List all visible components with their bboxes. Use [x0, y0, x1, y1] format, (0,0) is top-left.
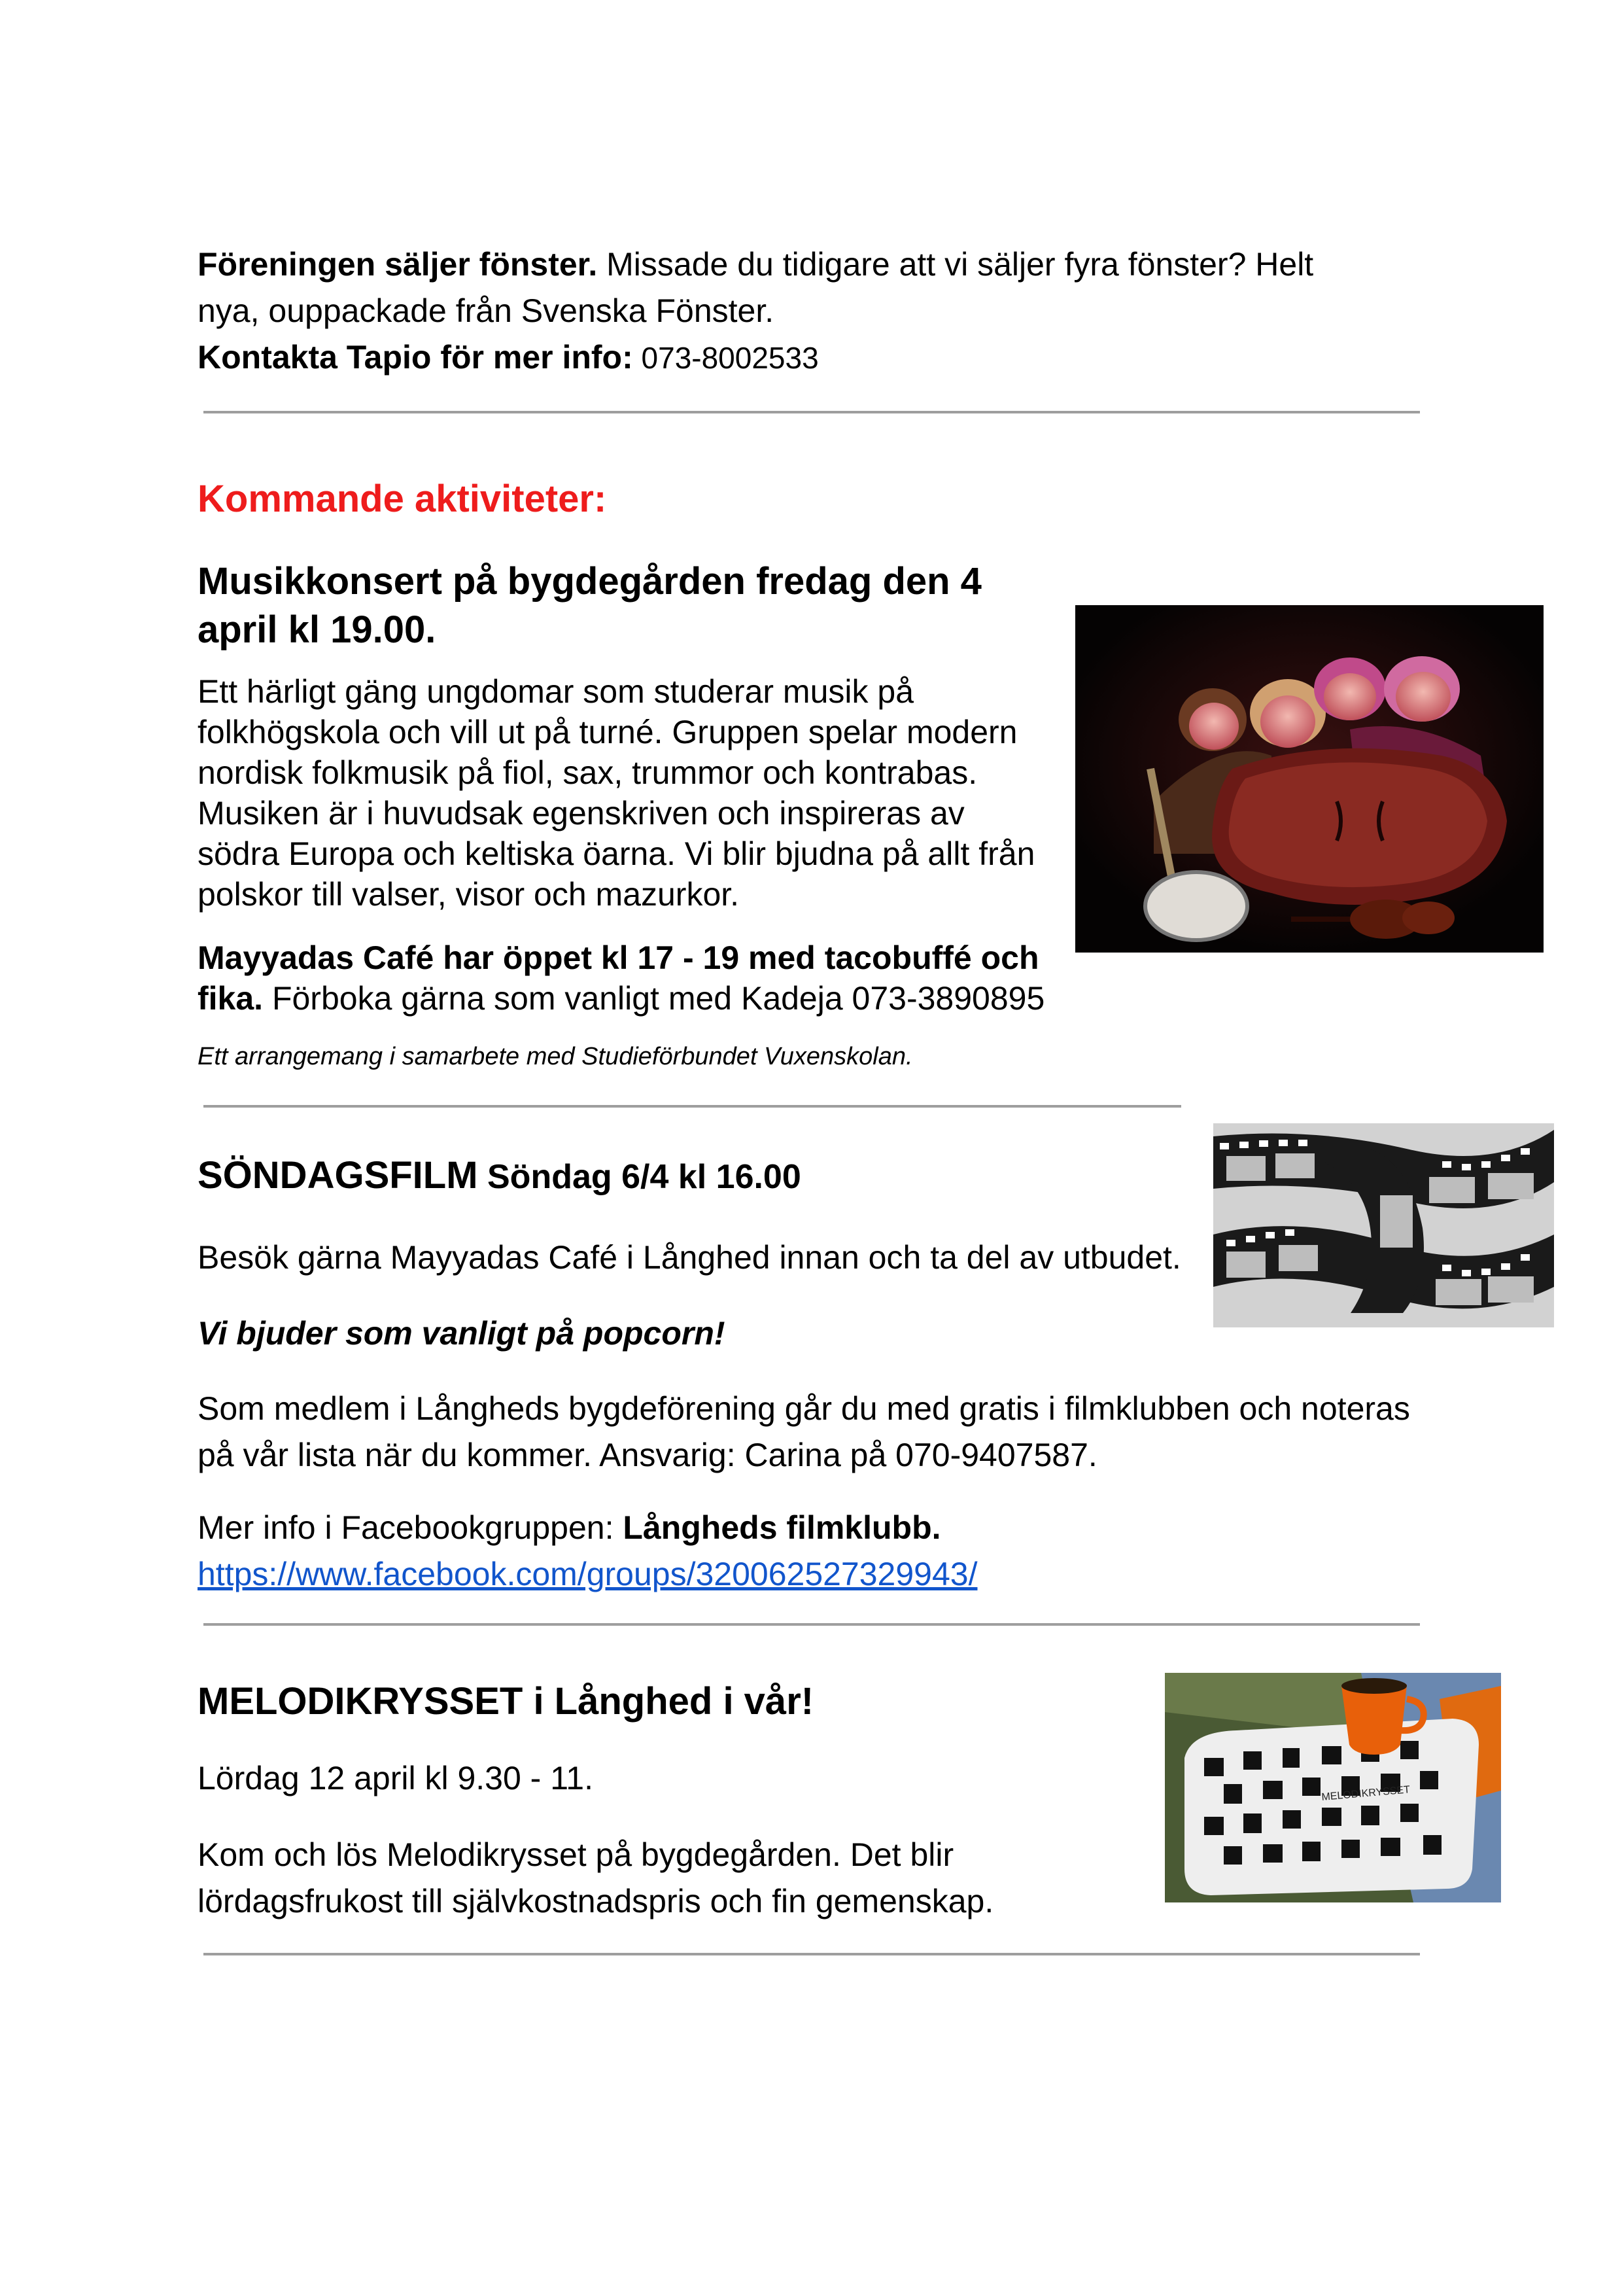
facebook-group-link[interactable]: https://www.facebook.com/groups/320062527329943/ — [198, 1556, 978, 1592]
concert-body-line: Musiken är i huvudsak egenskriven och inspireras av — [198, 795, 965, 832]
crossword-tray-photo — [1165, 1673, 1501, 1902]
concert-body-line: södra Europa och keltiska öarna. Vi blir bjudna på allt från — [198, 835, 1035, 872]
intro-contact — [198, 334, 1440, 381]
fb-group-name: Långheds filmklubb. — [623, 1509, 941, 1546]
concert-body-line: nordisk folkmusik på fiol, sax, trummor och kontrabas. — [198, 754, 978, 791]
divider-2 — [203, 1105, 1181, 1108]
melodi-body-line-2: lördagsfrukost till självkostnadspris och fin gemenskap. — [198, 1883, 994, 1919]
melodi-title: MELODIKRYSSET i Långhed i vår! — [198, 1680, 814, 1723]
film-reel-image — [1213, 1123, 1554, 1327]
concert-body-line: Ett härligt gäng ungdomar som studerar musik på — [198, 673, 914, 710]
upcoming-heading: Kommande aktiviteter: — [198, 478, 607, 520]
film-title — [198, 1150, 801, 1211]
film-visit: Besök gärna Mayyadas Café i Långhed innan och ta del av utbudet. — [198, 1239, 1181, 1276]
film-title-main: SÖNDAGSFILM — [198, 1154, 478, 1197]
fb-text: Mer info i Facebookgruppen: — [198, 1509, 623, 1546]
film-fb-line — [198, 1505, 941, 1551]
cafe-line-2 — [198, 978, 1045, 1019]
cafe-text: Förboka gärna som vanligt med Kadeja 073-3890895 — [263, 980, 1045, 1017]
film-title-date: Söndag 6/4 kl 16.00 — [477, 1158, 801, 1196]
concert-body-line: polskor till valser, visor och mazurkor. — [198, 876, 740, 913]
divider-4 — [203, 1953, 1420, 1955]
intro-text-1: Missade du tidigare att vi säljer fyra fönster? Helt — [597, 246, 1314, 283]
band-image — [1075, 605, 1544, 953]
film-strip-icon — [1213, 1123, 1554, 1327]
film-popcorn: Vi bjuder som vanligt på popcorn! — [198, 1315, 725, 1352]
tray-label: MELODIKRYSSET — [1321, 1784, 1411, 1803]
melodi-body-line-1: Kom och lös Melodikrysset på bygdegården. Det blir — [198, 1836, 954, 1873]
concert-body-line: folkhögskola och vill ut på turné. Gruppen spelar modern — [198, 714, 1018, 750]
film-member-line-1: Som medlem i Långheds bygdeförening går du med gratis i filmklubben och noteras — [198, 1390, 1410, 1427]
intro-line-1 — [198, 241, 1440, 288]
concert-title-line-2: april kl 19.00. — [198, 608, 436, 651]
crossword-tray-image — [1165, 1673, 1501, 1902]
concert-title-line-1: Musikkonsert på bygdegården fredag den 4 — [198, 560, 982, 603]
intro-line-2: nya, ouppackade från Svenska Fönster. — [198, 292, 774, 329]
cafe-bold-line-2: fika. — [198, 980, 264, 1017]
divider-3 — [203, 1623, 1420, 1626]
divider-1 — [203, 411, 1420, 413]
contact-label: Kontakta Tapio för mer info: — [198, 339, 633, 376]
cafe-bold-line-1: Mayyadas Café har öppet kl 17 - 19 med tacobuffé och — [198, 939, 1039, 976]
concert-body — [198, 671, 1074, 915]
contact-phone: 073-8002533 — [632, 341, 819, 375]
concert-photo — [1075, 605, 1544, 953]
film-member-line-2: på vår lista när du kommer. Ansvarig: Carina på 070-9407587. — [198, 1437, 1097, 1473]
concert-note: Ett arrangemang i samarbete med Studieförbundet Vuxenskolan. — [198, 1043, 913, 1070]
intro-bold-lead: Föreningen säljer fönster. — [198, 246, 598, 283]
melodi-date: Lördag 12 april kl 9.30 - 11. — [198, 1760, 594, 1796]
